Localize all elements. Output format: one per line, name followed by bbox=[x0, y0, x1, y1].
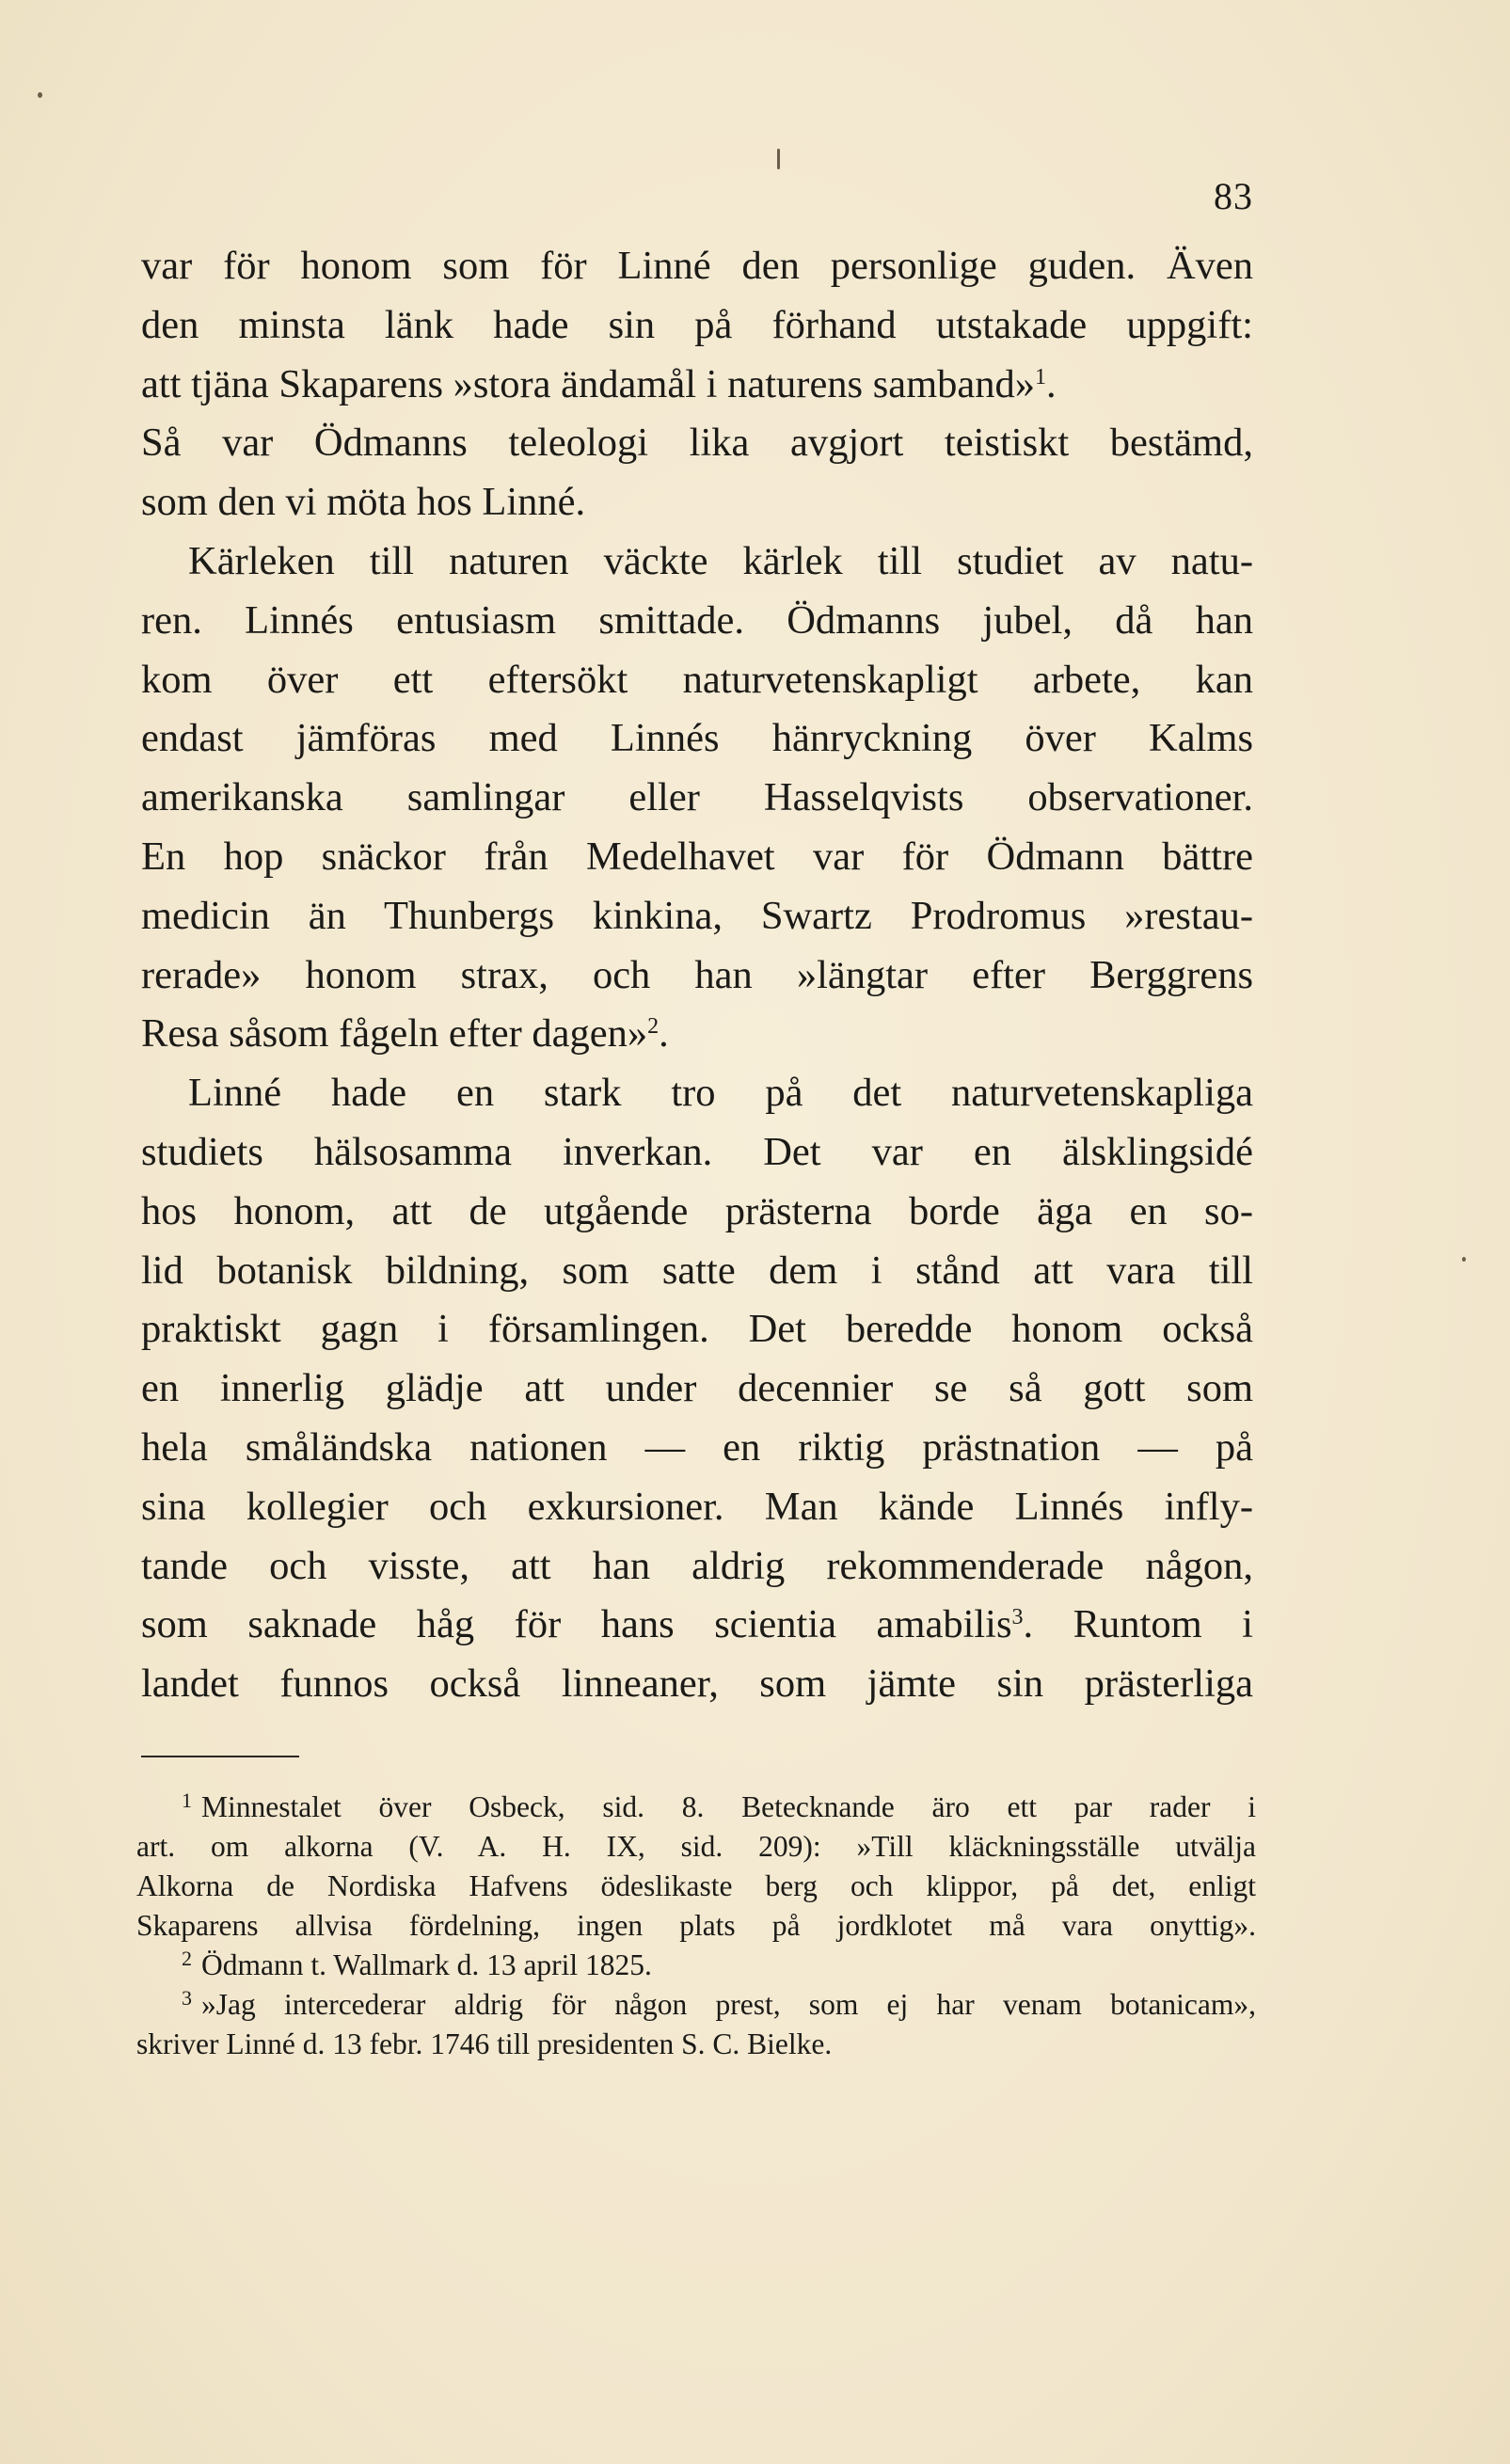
paper-speck bbox=[38, 92, 42, 98]
text-line: landet funnos också linneaner, som jämte sin prästerliga bbox=[141, 1661, 1253, 1707]
text-line: tande och visste, att han aldrig rekommenderade någon, bbox=[141, 1543, 1253, 1588]
text-segment: att tjäna Skaparens »stora ändamål i naturens samband» bbox=[141, 361, 1036, 406]
text-line: Kärleken till naturen väckte kärlek till studiet av natu- bbox=[188, 538, 1253, 583]
text-segment: Minnestalet över Osbeck, sid. 8. Betecknande äro ett par rader i bbox=[201, 1790, 1256, 1823]
text-segment: »Jag intercederar aldrig för någon prest, som ej har venam botanicam», bbox=[201, 1988, 1256, 2021]
paper-speck bbox=[777, 149, 780, 169]
text-line: var för honom som för Linné den personlige guden. Även bbox=[141, 244, 1253, 288]
text-line: medicin än Thunbergs kinkina, Swartz Prodromus »restau- bbox=[141, 893, 1253, 938]
footnote-line: Alkorna de Nordiska Hafvens ödeslikaste berg och klippor, på det, enligt bbox=[136, 1869, 1256, 1902]
footnote-mark: 2 bbox=[182, 1947, 192, 1970]
text-segment: . bbox=[1046, 361, 1057, 406]
footnote-ref: 2 bbox=[647, 1014, 660, 1040]
text-segment: som saknade håg för hans scientia amabilis bbox=[141, 1602, 1012, 1647]
text-line bbox=[141, 1005, 1253, 1064]
text-segment: Ödmann t. Wallmark d. 13 april 1825. bbox=[201, 1948, 652, 1981]
footnote-line bbox=[136, 1985, 1256, 2025]
text-line: En hop snäckor från Medelhavet var för Ödmann bättre bbox=[141, 834, 1253, 879]
text-line: rerade» honom strax, och han »längtar efter Berggrens bbox=[141, 952, 1253, 997]
text-line: praktiskt gagn i församlingen. Det beredde honom också bbox=[141, 1307, 1253, 1352]
footnotes bbox=[136, 1788, 1256, 2064]
text-line: som den vi möta hos Linné. bbox=[141, 480, 586, 525]
text-line bbox=[141, 1596, 1253, 1655]
text-line bbox=[141, 356, 1253, 415]
text-line: lid botanisk bildning, som satte dem i stånd att vara till bbox=[141, 1248, 1253, 1293]
text-segment: Resa såsom fågeln efter dagen» bbox=[141, 1011, 648, 1057]
footnote-line: art. om alkorna (V. A. H. IX, sid. 209): »Till kläckningsställe utvälja bbox=[136, 1830, 1256, 1863]
text-segment: . Runtom i bbox=[1023, 1602, 1253, 1647]
text-line: Linné hade en stark tro på det naturvetenskapliga bbox=[188, 1071, 1253, 1116]
text-line: amerikanska samlingar eller Hasselqvists observationer. bbox=[141, 775, 1253, 820]
footnote-line: Skaparens allvisa fördelning, ingen plats på jordklotet må vara onyttig». bbox=[136, 1909, 1256, 1942]
text-line: kom över ett eftersökt naturvetenskapligt arbete, kan bbox=[141, 657, 1253, 702]
page-number: 83 bbox=[1214, 175, 1253, 217]
footnote-separator bbox=[141, 1756, 299, 1757]
footnote-mark: 3 bbox=[182, 1986, 192, 2010]
footnote-ref: 3 bbox=[1011, 1605, 1024, 1630]
text-line: sina kollegier och exkursioner. Man kände Linnés infly- bbox=[141, 1484, 1253, 1529]
paper-speck bbox=[1462, 1257, 1466, 1262]
text-line: hela småländska nationen — en riktig prästnation — på bbox=[141, 1424, 1253, 1470]
footnote-ref: 1 bbox=[1035, 364, 1047, 389]
text-line: den minsta länk hade sin på förhand utstakade uppgift: bbox=[141, 302, 1253, 347]
text-line: ren. Linnés entusiasm smittade. Ödmanns jubel, då han bbox=[141, 597, 1253, 643]
footnote-line bbox=[136, 1788, 1256, 1827]
footnote-mark: 1 bbox=[182, 1788, 192, 1812]
text-line: endast jämföras med Linnés hänryckning över Kalms bbox=[141, 716, 1253, 761]
body-text bbox=[141, 237, 1253, 1714]
text-line: en innerlig glädje att under decennier se så gott som bbox=[141, 1366, 1253, 1411]
text-line: Så var Ödmanns teleologi lika avgjort teistiskt bestämd, bbox=[141, 421, 1253, 466]
text-line: studiets hälsosamma inverkan. Det var en älsklingsidé bbox=[141, 1129, 1253, 1174]
text-line: hos honom, att de utgående prästerna borde äga en so- bbox=[141, 1188, 1253, 1233]
footnote-line: skriver Linné d. 13 febr. 1746 till presidenten S. C. Bielke. bbox=[136, 2027, 833, 2060]
footnote-line bbox=[136, 1946, 1256, 1985]
text-segment: . bbox=[659, 1011, 669, 1057]
